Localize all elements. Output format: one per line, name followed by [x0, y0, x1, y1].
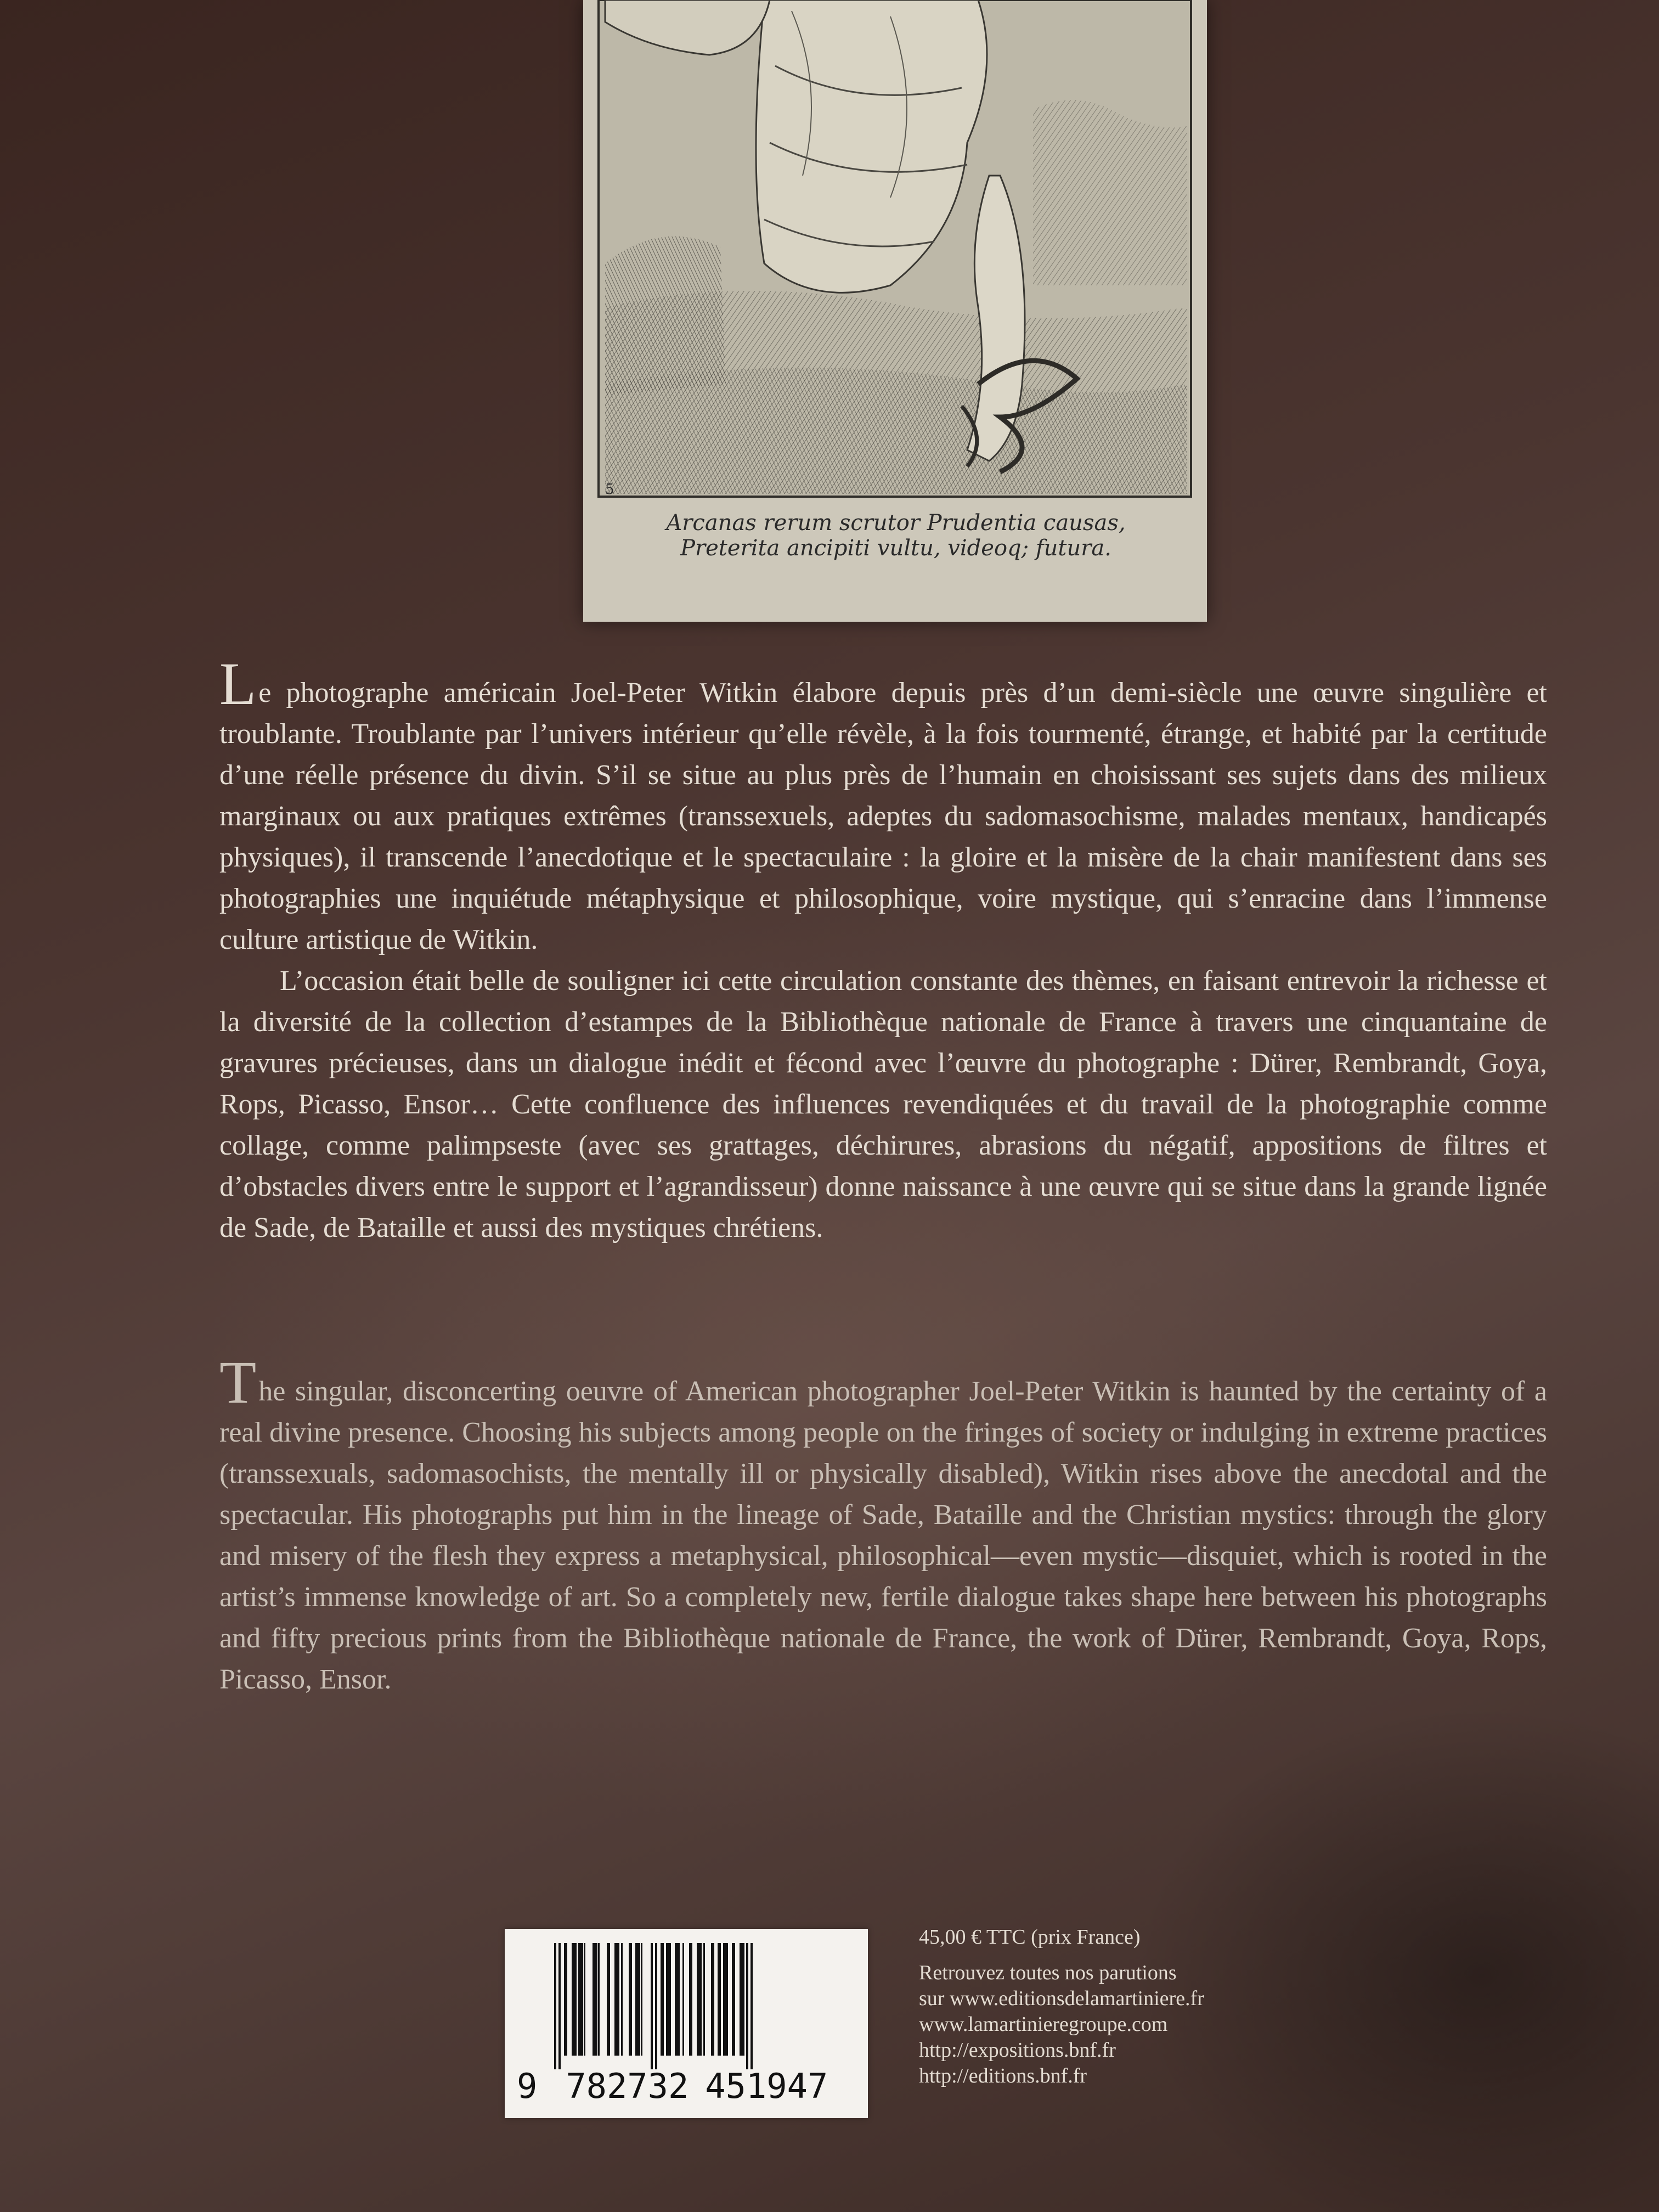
barcode-bar [578, 1943, 583, 2056]
barcode-bar [564, 1943, 567, 2056]
group-link[interactable]: www.lamartinieregroupe.com [919, 2013, 1168, 2036]
engraving-caption [649, 510, 1143, 561]
barcode-bar [592, 1943, 597, 2056]
english-description [219, 1349, 1547, 1700]
barcode-bar [723, 1943, 728, 2056]
dropcap-letter: L [219, 650, 257, 717]
barcode-bar [666, 1943, 671, 2056]
engraving-caption-line: Preterita ancipiti vultu, videoq; futura. [680, 536, 1111, 561]
barcode-bar [635, 1943, 640, 2056]
engraving-illustration [583, 0, 1207, 622]
barcode-right-group: 451947 [705, 2066, 828, 2106]
barcode-bar [689, 1943, 692, 2056]
info-line: Retrouvez toutes nos parutions [919, 1961, 1177, 1984]
barcode-bar [641, 1943, 642, 2056]
barcode-bar [629, 1943, 632, 2056]
barcode-bar [598, 1943, 600, 2056]
barcode-bar [682, 1943, 684, 2056]
barcode-bar [711, 1943, 714, 2056]
barcode-bar [746, 1943, 748, 2069]
french-description [219, 650, 1547, 1248]
barcode-bar [621, 1943, 623, 2056]
barcode-bar [703, 1943, 705, 2056]
engraving-caption-line: Arcanas rerum scrutor Prudentia causas, [666, 510, 1126, 536]
isbn-barcode [505, 1929, 868, 2118]
barcode-bar [572, 1943, 577, 2056]
price-and-links [919, 1924, 1303, 2089]
barcode-bar [751, 1943, 753, 2069]
barcode-prefix-digit: 9 [517, 2066, 538, 2106]
barcode-number [517, 2066, 857, 2110]
barcode-bar [661, 1943, 664, 2056]
barcode-bar [697, 1943, 702, 2056]
dropcap-letter: T [219, 1349, 257, 1416]
barcode-bar [607, 1943, 610, 2056]
barcode-bar [675, 1943, 680, 2056]
engraving-plate-number: 5 [605, 481, 614, 498]
editions-link[interactable]: http://editions.bnf.fr [919, 2064, 1087, 2087]
barcode-bar [732, 1943, 735, 2056]
barcode-bar [614, 1943, 619, 2056]
barcode-bar [740, 1943, 744, 2056]
price-label: 45,00 € TTC (prix France) [919, 1926, 1141, 1949]
english-paragraph [219, 1349, 1547, 1700]
publisher-link[interactable]: sur www.editionsdelamartiniere.fr [919, 1987, 1204, 2010]
barcode-bar [558, 1943, 561, 2069]
english-paragraph-text: he singular, disconcerting oeuvre of American photographer Joel-Peter Witkin is haunted by the certainty of a real divine presence. Choosing his subjects among people on the fringes of society or indulging in extreme practices (transsexuals, sadomasochists, the mentally ill or physically disabled), Witkin rises above the anecdotal and the spectacular. His photographs put him in the lineage of Sade, Bataille and the Christian mystics: through the glory and misery of the flesh they express a metaphysical, philosophical—even mystic—disquiet, which is rooted in the artist’s immense knowledge of art. So a completely new, fertile dialogue takes shape here between his photographs and fifty precious prints from the Bibliothèque nationale de France, the work of Dürer, Rembrandt, Goya, Rops, Picasso, Ensor. [219, 1376, 1547, 1695]
barcode-left-group: 782732 [566, 2066, 689, 2106]
barcode-bar [651, 1943, 653, 2069]
french-paragraph-2: L’occasion était belle de souligner ici cette circulation constante des thèmes, en faisant entrevoir la richesse et la diversité de la collection d’estampes de la Bibliothèque nationale de France à travers une cinquantaine de gravures précieuses, dans un dialogue inédit et fécond avec l’œuvre du photographe : Dürer, Rembrandt, Goya, Rops, Picasso, Ensor… Cette confluence des influences revendiquées et du travail de la photographie comme collage, comme palimpseste (avec ses grattages, déchirures, abrasions du négatif, appositions de filtres et d’obstacles divers entre le support et l’agrandisseur) donne naissance à une œuvre qui se situe dans la grande lignée de Sade, de Bataille et aussi des mystiques chrétiens. [219, 965, 1547, 1243]
expositions-link[interactable]: http://expositions.bnf.fr [919, 2039, 1116, 2062]
barcode-bar [584, 1943, 585, 2056]
barcode-bar [718, 1943, 721, 2056]
barcode-bar [655, 1943, 657, 2069]
french-paragraph-1 [219, 650, 1547, 960]
french-paragraph-1-text: e photographe américain Joel-Peter Witkin élabore depuis près d’un demi-siècle une œuvre singulière et troublante. Troublante par l’univers intérieur qu’elle révèle, à la fois tourmenté, étrange, et habité par la certitude d’une réelle présence du divin. S’il se situe au plus près de l’humain en choisissant ses sujets dans des milieux marginaux ou aux pratiques extrêmes (transsexuels, adeptes du sadomasochisme, malades mentaux, handicapés physiques), il transcende l’anecdotique et le spectaculaire : la gloire et la misère de la chair manifestent dans ses photographies une inquiétude métaphysique et philosophique, voire mystique, qui s’enracine dans l’immense culture artistique de Witkin. [219, 677, 1547, 955]
barcode-bars [554, 1943, 823, 2069]
barcode-bar [554, 1943, 556, 2069]
